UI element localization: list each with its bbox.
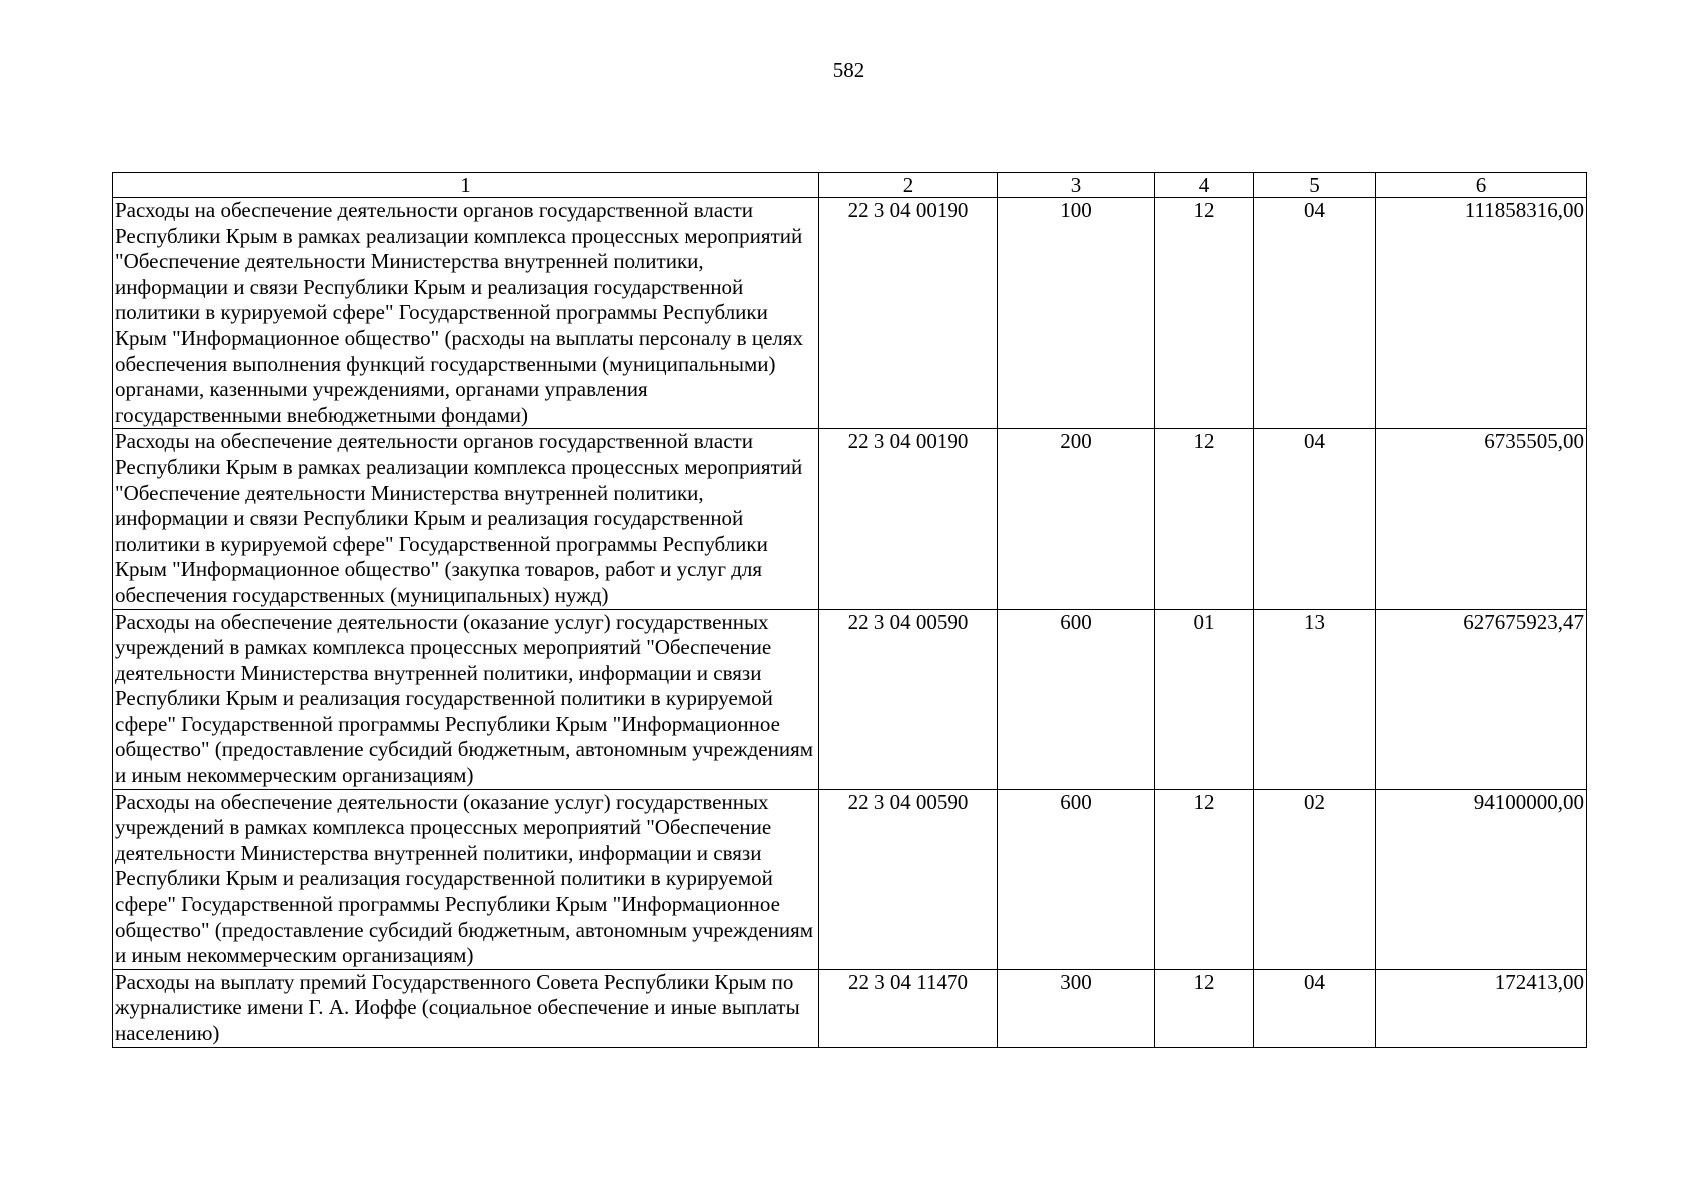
section-cell: 12 bbox=[1155, 789, 1254, 969]
header-row bbox=[113, 173, 1587, 198]
table-row bbox=[113, 969, 1587, 1047]
code-cell: 22 3 04 00190 bbox=[819, 429, 998, 609]
amount-cell: 172413,00 bbox=[1376, 969, 1587, 1047]
header-cell-3: 3 bbox=[998, 173, 1155, 198]
table-row bbox=[113, 198, 1587, 429]
subsection-cell: 04 bbox=[1254, 198, 1376, 429]
header-cell-4: 4 bbox=[1155, 173, 1254, 198]
code-cell: 22 3 04 00590 bbox=[819, 789, 998, 969]
description-cell: Расходы на обеспечение деятельности органов государственной власти Республики Крым в рамках реализации комплекса процессных мероприятий "Обеспечение деятельности Министерства внутренней политики, информации и связи Республики Крым и реализация государственной политики в курируемой сфере" Государственной программы Республики Крым "Информационное общество" (закупка товаров, работ и услуг для обеспечения государственных (муниципальных) нужд) bbox=[113, 429, 819, 609]
description-cell: Расходы на обеспечение деятельности (оказание услуг) государственных учреждений в рамках комплекса процессных мероприятий "Обеспечение деятельности Министерства внутренней политики, информации и связи Республики Крым и реализация государственной политики в курируемой сфере" Государственной программы Республики Крым "Информационное общество" (предоставление субсидий бюджетным, автономным учреждениям и иным некоммерческим организациям) bbox=[113, 609, 819, 789]
section-cell: 01 bbox=[1155, 609, 1254, 789]
header-cell-6: 6 bbox=[1376, 173, 1587, 198]
table-row bbox=[113, 789, 1587, 969]
expense-type-cell: 300 bbox=[998, 969, 1155, 1047]
expense-type-cell: 200 bbox=[998, 429, 1155, 609]
description-cell: Расходы на выплату премий Государственного Совета Республики Крым по журналистике имени Г. А. Иоффе (социальное обеспечение и иные выплаты населению) bbox=[113, 969, 819, 1047]
amount-cell: 111858316,00 bbox=[1376, 198, 1587, 429]
table-row bbox=[113, 429, 1587, 609]
amount-cell: 627675923,47 bbox=[1376, 609, 1587, 789]
header-cell-1: 1 bbox=[113, 173, 819, 198]
section-cell: 12 bbox=[1155, 198, 1254, 429]
amount-cell: 94100000,00 bbox=[1376, 789, 1587, 969]
header-cell-2: 2 bbox=[819, 173, 998, 198]
page-number: 582 bbox=[832, 58, 865, 82]
budget-table bbox=[112, 172, 1587, 1048]
description-cell: Расходы на обеспечение деятельности органов государственной власти Республики Крым в рамках реализации комплекса процессных мероприятий "Обеспечение деятельности Министерства внутренней политики, информации и связи Республики Крым и реализация государственной политики в курируемой сфере" Государственной программы Республики Крым "Информационное общество" (расходы на выплаты персоналу в целях обеспечения выполнения функций государственными (муниципальными) органами, казенными учреждениями, органами управления государственными внебюджетными фондами) bbox=[113, 198, 819, 429]
expense-type-cell: 600 bbox=[998, 789, 1155, 969]
code-cell: 22 3 04 00590 bbox=[819, 609, 998, 789]
description-cell: Расходы на обеспечение деятельности (оказание услуг) государственных учреждений в рамках комплекса процессных мероприятий "Обеспечение деятельности Министерства внутренней политики, информации и связи Республики Крым и реализация государственной политики в курируемой сфере" Государственной программы Республики Крым "Информационное общество" (предоставление субсидий бюджетным, автономным учреждениям и иным некоммерческим организациям) bbox=[113, 789, 819, 969]
amount-cell: 6735505,00 bbox=[1376, 429, 1587, 609]
section-cell: 12 bbox=[1155, 969, 1254, 1047]
expense-type-cell: 600 bbox=[998, 609, 1155, 789]
subsection-cell: 13 bbox=[1254, 609, 1376, 789]
section-cell: 12 bbox=[1155, 429, 1254, 609]
table-row bbox=[113, 609, 1587, 789]
subsection-cell: 04 bbox=[1254, 969, 1376, 1047]
subsection-cell: 02 bbox=[1254, 789, 1376, 969]
code-cell: 22 3 04 11470 bbox=[819, 969, 998, 1047]
code-cell: 22 3 04 00190 bbox=[819, 198, 998, 429]
expense-type-cell: 100 bbox=[998, 198, 1155, 429]
subsection-cell: 04 bbox=[1254, 429, 1376, 609]
header-cell-5: 5 bbox=[1254, 173, 1376, 198]
